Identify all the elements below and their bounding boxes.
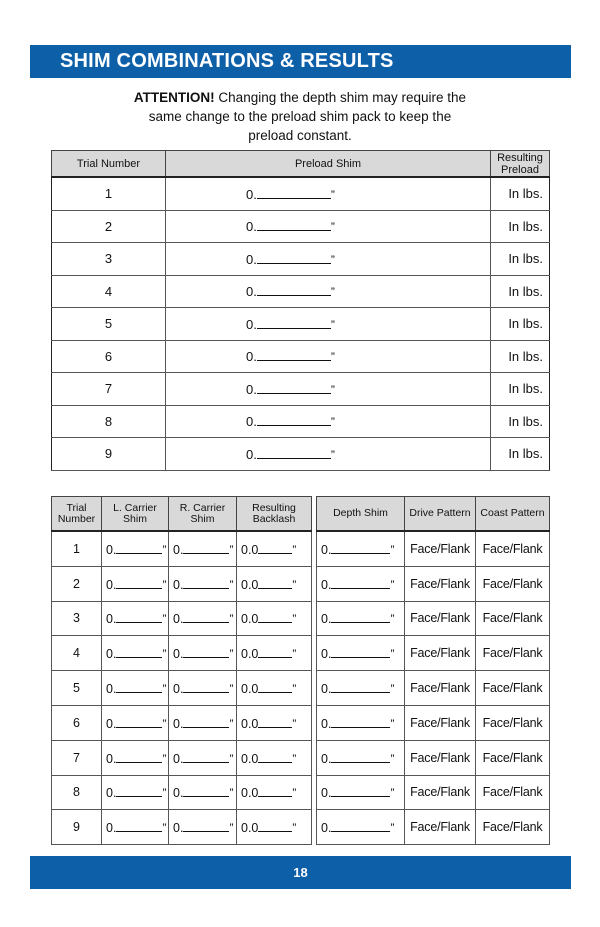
- table-row: [317, 566, 550, 601]
- header-drive-pattern: Drive Pattern: [405, 497, 476, 532]
- preload-shim-cell: [166, 177, 491, 210]
- shim-prefix: 0.0: [241, 577, 259, 592]
- l-carrier-shim-cell: [102, 775, 169, 810]
- depth-shim-cell: [317, 705, 405, 740]
- preload-shim-cell: [166, 340, 491, 373]
- shim-prefix: 0.: [321, 716, 332, 731]
- drive-pattern-cell: Face/Flank: [405, 531, 476, 566]
- shim-prefix: 0.: [173, 647, 184, 662]
- header-bar: [30, 45, 571, 78]
- inch-mark: ”: [330, 447, 335, 462]
- table-row: [52, 740, 312, 775]
- resulting-backlash-cell: [237, 810, 312, 845]
- inch-mark: ”: [229, 786, 234, 801]
- table-row: [317, 810, 550, 845]
- inch-mark: ”: [162, 821, 167, 836]
- inch-mark: ”: [390, 682, 395, 697]
- table-row: [52, 601, 312, 636]
- pattern-table: [316, 496, 550, 845]
- fill-in-blank[interactable]: [183, 645, 229, 658]
- r-carrier-shim-cell: [169, 671, 237, 706]
- depth-shim-cell: [317, 636, 405, 671]
- shim-prefix: 0.: [321, 577, 332, 592]
- preload-shim-cell: [166, 405, 491, 438]
- inch-mark: ”: [390, 542, 395, 557]
- inch-mark: ”: [390, 751, 395, 766]
- attention-line-2: same change to the preload shim pack to keep the: [148, 109, 452, 124]
- header-trial-number: Trial Number: [52, 497, 102, 532]
- table-row: [52, 438, 550, 471]
- coast-pattern-cell: Face/Flank: [476, 810, 550, 845]
- fill-in-blank[interactable]: [257, 186, 331, 199]
- inch-mark: ”: [229, 821, 234, 836]
- shim-prefix: 0.: [106, 612, 117, 627]
- fill-in-blank[interactable]: [257, 348, 331, 361]
- table-row: [52, 636, 312, 671]
- preload-table: [51, 150, 550, 471]
- inch-mark: ”: [292, 682, 297, 697]
- inch-mark: ”: [162, 751, 167, 766]
- shim-prefix: 0.: [321, 682, 332, 697]
- depth-shim-cell: [317, 601, 405, 636]
- coast-pattern-cell: Face/Flank: [476, 775, 550, 810]
- shim-prefix: 0.: [321, 821, 332, 836]
- r-carrier-shim-cell: [169, 705, 237, 740]
- inch-mark: ”: [162, 647, 167, 662]
- drive-pattern-cell: Face/Flank: [405, 566, 476, 601]
- inch-mark: ”: [292, 786, 297, 801]
- shim-prefix: 0.: [246, 381, 257, 397]
- shim-prefix: 0.0: [241, 682, 259, 697]
- trial-number-cell: 8: [52, 775, 102, 810]
- drive-pattern-cell: Face/Flank: [405, 705, 476, 740]
- table-row: [52, 210, 550, 243]
- inch-mark: ”: [229, 542, 234, 557]
- trial-number-cell: 2: [52, 566, 102, 601]
- inch-mark: ”: [330, 415, 335, 430]
- l-carrier-shim-cell: [102, 636, 169, 671]
- shim-prefix: 0.: [106, 716, 117, 731]
- fill-in-blank[interactable]: [116, 576, 162, 589]
- table-row: [52, 340, 550, 373]
- depth-shim-cell: [317, 810, 405, 845]
- shim-prefix: 0.0: [241, 612, 259, 627]
- fill-in-blank[interactable]: [257, 381, 331, 394]
- fill-in-blank[interactable]: [258, 645, 292, 658]
- depth-shim-cell: [317, 566, 405, 601]
- fill-in-blank[interactable]: [183, 715, 229, 728]
- table-row: [52, 308, 550, 341]
- l-carrier-shim-cell: [102, 810, 169, 845]
- drive-pattern-cell: Face/Flank: [405, 740, 476, 775]
- resulting-preload-cell: In lbs.: [491, 373, 550, 406]
- header-trial-number: Trial Number: [52, 151, 166, 178]
- preload-shim-cell: [166, 438, 491, 471]
- trial-number-cell: 7: [52, 373, 166, 406]
- preload-table-header: [52, 151, 550, 178]
- inch-mark: ”: [229, 682, 234, 697]
- shim-prefix: 0.: [173, 786, 184, 801]
- resulting-preload-cell: In lbs.: [491, 275, 550, 308]
- inch-mark: ”: [229, 751, 234, 766]
- table-row: [317, 601, 550, 636]
- fill-in-blank[interactable]: [183, 750, 229, 763]
- inch-mark: ”: [330, 252, 335, 267]
- l-carrier-shim-cell: [102, 566, 169, 601]
- fill-in-blank[interactable]: [258, 784, 292, 797]
- table-row: [52, 405, 550, 438]
- shim-prefix: 0.0: [241, 821, 259, 836]
- shim-prefix: 0.0: [241, 786, 259, 801]
- table-row: [317, 775, 550, 810]
- shim-prefix: 0.: [106, 577, 117, 592]
- trial-number-cell: 3: [52, 601, 102, 636]
- coast-pattern-cell: Face/Flank: [476, 740, 550, 775]
- shim-prefix: 0.0: [241, 647, 259, 662]
- l-carrier-shim-cell: [102, 601, 169, 636]
- trial-number-cell: 2: [52, 210, 166, 243]
- trial-number-cell: 9: [52, 438, 166, 471]
- attention-line-3: preload constant.: [248, 128, 352, 143]
- inch-mark: ”: [229, 612, 234, 627]
- inch-mark: ”: [390, 612, 395, 627]
- fill-in-blank[interactable]: [331, 715, 390, 728]
- attention-label: ATTENTION!: [133, 90, 215, 105]
- shim-prefix: 0.: [246, 349, 257, 365]
- inch-mark: ”: [292, 577, 297, 592]
- fill-in-blank[interactable]: [183, 541, 229, 554]
- resulting-backlash-cell: [237, 705, 312, 740]
- table-row: [52, 531, 312, 566]
- preload-shim-cell: [166, 275, 491, 308]
- r-carrier-shim-cell: [169, 810, 237, 845]
- fill-in-blank[interactable]: [116, 680, 162, 693]
- r-carrier-shim-cell: [169, 740, 237, 775]
- shim-prefix: 0.: [246, 414, 257, 430]
- inch-mark: ”: [330, 317, 335, 332]
- page-title: SHIM COMBINATIONS & RESULTS: [60, 50, 394, 72]
- fill-in-blank[interactable]: [258, 715, 292, 728]
- coast-pattern-cell: Face/Flank: [476, 671, 550, 706]
- shim-prefix: 0.: [106, 542, 117, 557]
- fill-in-blank[interactable]: [116, 750, 162, 763]
- table-row: [52, 775, 312, 810]
- fill-in-blank[interactable]: [257, 283, 331, 296]
- header-r-carrier-shim: R. Carrier Shim: [169, 497, 237, 532]
- resulting-backlash-cell: [237, 601, 312, 636]
- shim-prefix: 0.: [246, 446, 257, 462]
- attention-note: [0, 88, 600, 145]
- trial-number-cell: 5: [52, 308, 166, 341]
- shim-prefix: 0.: [173, 716, 184, 731]
- trial-number-cell: 6: [52, 340, 166, 373]
- table-row: [52, 705, 312, 740]
- fill-in-blank[interactable]: [116, 784, 162, 797]
- shim-prefix: 0.: [246, 219, 257, 235]
- r-carrier-shim-cell: [169, 531, 237, 566]
- resulting-backlash-cell: [237, 671, 312, 706]
- shim-prefix: 0.: [246, 251, 257, 267]
- shim-prefix: 0.: [173, 542, 184, 557]
- fill-in-blank[interactable]: [331, 819, 390, 832]
- shim-prefix: 0.: [246, 186, 257, 202]
- header-preload-shim: Preload Shim: [166, 151, 491, 178]
- trial-number-cell: 7: [52, 740, 102, 775]
- fill-in-blank[interactable]: [257, 413, 331, 426]
- shim-prefix: 0.: [173, 682, 184, 697]
- drive-pattern-cell: Face/Flank: [405, 601, 476, 636]
- trial-number-cell: 8: [52, 405, 166, 438]
- l-carrier-shim-cell: [102, 740, 169, 775]
- inch-mark: ”: [330, 187, 335, 202]
- r-carrier-shim-cell: [169, 636, 237, 671]
- table-row: [317, 705, 550, 740]
- drive-pattern-cell: Face/Flank: [405, 810, 476, 845]
- table-row: [317, 636, 550, 671]
- fill-in-blank[interactable]: [183, 819, 229, 832]
- depth-shim-cell: [317, 531, 405, 566]
- shim-prefix: 0.: [321, 542, 332, 557]
- inch-mark: ”: [390, 786, 395, 801]
- inch-mark: ”: [292, 821, 297, 836]
- backlash-table: [51, 496, 312, 845]
- preload-shim-cell: [166, 373, 491, 406]
- shim-prefix: 0.: [321, 647, 332, 662]
- fill-in-blank[interactable]: [116, 819, 162, 832]
- fill-in-blank[interactable]: [183, 784, 229, 797]
- header-depth-shim: Depth Shim: [317, 497, 405, 532]
- shim-prefix: 0.: [106, 786, 117, 801]
- inch-mark: ”: [390, 647, 395, 662]
- l-carrier-shim-cell: [102, 671, 169, 706]
- trial-number-cell: 4: [52, 636, 102, 671]
- fill-in-blank[interactable]: [331, 576, 390, 589]
- resulting-preload-cell: In lbs.: [491, 210, 550, 243]
- trial-number-cell: 9: [52, 810, 102, 845]
- coast-pattern-cell: Face/Flank: [476, 531, 550, 566]
- shim-prefix: 0.: [321, 786, 332, 801]
- shim-prefix: 0.: [106, 647, 117, 662]
- inch-mark: ”: [229, 577, 234, 592]
- inch-mark: ”: [292, 716, 297, 731]
- coast-pattern-cell: Face/Flank: [476, 636, 550, 671]
- resulting-preload-cell: In lbs.: [491, 340, 550, 373]
- resulting-backlash-cell: [237, 740, 312, 775]
- fill-in-blank[interactable]: [116, 610, 162, 623]
- inch-mark: ”: [292, 647, 297, 662]
- resulting-preload-cell: In lbs.: [491, 405, 550, 438]
- inch-mark: ”: [390, 716, 395, 731]
- r-carrier-shim-cell: [169, 601, 237, 636]
- coast-pattern-cell: Face/Flank: [476, 705, 550, 740]
- trial-number-cell: 1: [52, 531, 102, 566]
- shim-prefix: 0.: [173, 821, 184, 836]
- inch-mark: ”: [162, 716, 167, 731]
- fill-in-blank[interactable]: [258, 541, 292, 554]
- trial-number-cell: 3: [52, 243, 166, 276]
- inch-mark: ”: [330, 285, 335, 300]
- inch-mark: ”: [162, 786, 167, 801]
- table-row: [52, 177, 550, 210]
- fill-in-blank[interactable]: [257, 218, 331, 231]
- shim-prefix: 0.: [246, 284, 257, 300]
- fill-in-blank[interactable]: [258, 610, 292, 623]
- drive-pattern-cell: Face/Flank: [405, 671, 476, 706]
- pattern-table-header: [317, 497, 550, 532]
- resulting-preload-cell: In lbs.: [491, 177, 550, 210]
- shim-prefix: 0.: [246, 316, 257, 332]
- shim-prefix: 0.: [106, 751, 117, 766]
- shim-prefix: 0.: [173, 751, 184, 766]
- fill-in-blank[interactable]: [257, 316, 331, 329]
- l-carrier-shim-cell: [102, 705, 169, 740]
- coast-pattern-cell: Face/Flank: [476, 601, 550, 636]
- inch-mark: ”: [162, 682, 167, 697]
- table-row: [52, 373, 550, 406]
- fill-in-blank[interactable]: [257, 446, 331, 459]
- inch-mark: ”: [229, 647, 234, 662]
- fill-in-blank[interactable]: [116, 715, 162, 728]
- header-resulting-preload: Resulting Preload: [491, 151, 550, 178]
- preload-shim-cell: [166, 243, 491, 276]
- inch-mark: ”: [162, 542, 167, 557]
- shim-prefix: 0.0: [241, 716, 259, 731]
- fill-in-blank[interactable]: [258, 680, 292, 693]
- inch-mark: ”: [229, 716, 234, 731]
- resulting-preload-cell: In lbs.: [491, 243, 550, 276]
- table-row: [317, 740, 550, 775]
- inch-mark: ”: [390, 821, 395, 836]
- resulting-preload-cell: In lbs.: [491, 438, 550, 471]
- table-row: [52, 275, 550, 308]
- table-row: [317, 531, 550, 566]
- shim-prefix: 0.0: [241, 751, 259, 766]
- fill-in-blank[interactable]: [331, 610, 390, 623]
- fill-in-blank[interactable]: [258, 750, 292, 763]
- fill-in-blank[interactable]: [331, 784, 390, 797]
- inch-mark: ”: [292, 751, 297, 766]
- fill-in-blank[interactable]: [331, 645, 390, 658]
- fill-in-blank[interactable]: [258, 819, 292, 832]
- table-row: [52, 566, 312, 601]
- drive-pattern-cell: Face/Flank: [405, 636, 476, 671]
- r-carrier-shim-cell: [169, 775, 237, 810]
- shim-prefix: 0.: [321, 751, 332, 766]
- inch-mark: ”: [162, 577, 167, 592]
- backlash-table-header: [52, 497, 312, 532]
- table-row: [317, 671, 550, 706]
- depth-shim-cell: [317, 671, 405, 706]
- inch-mark: ”: [330, 382, 335, 397]
- inch-mark: ”: [390, 577, 395, 592]
- header-l-carrier-shim: L. Carrier Shim: [102, 497, 169, 532]
- l-carrier-shim-cell: [102, 531, 169, 566]
- trial-number-cell: 1: [52, 177, 166, 210]
- trial-number-cell: 5: [52, 671, 102, 706]
- fill-in-blank[interactable]: [331, 680, 390, 693]
- fill-in-blank[interactable]: [183, 610, 229, 623]
- inch-mark: ”: [162, 612, 167, 627]
- preload-shim-cell: [166, 308, 491, 341]
- attention-line-1: Changing the depth shim may require the: [214, 90, 467, 105]
- table-row: [52, 243, 550, 276]
- fill-in-blank[interactable]: [258, 576, 292, 589]
- resulting-preload-cell: In lbs.: [491, 308, 550, 341]
- preload-shim-cell: [166, 210, 491, 243]
- inch-mark: ”: [330, 220, 335, 235]
- fill-in-blank[interactable]: [116, 645, 162, 658]
- shim-prefix: 0.: [106, 821, 117, 836]
- inch-mark: ”: [292, 612, 297, 627]
- shim-prefix: 0.: [173, 612, 184, 627]
- fill-in-blank[interactable]: [331, 541, 390, 554]
- inch-mark: ”: [330, 350, 335, 365]
- resulting-backlash-cell: [237, 566, 312, 601]
- shim-prefix: 0.: [321, 612, 332, 627]
- fill-in-blank[interactable]: [116, 541, 162, 554]
- fill-in-blank[interactable]: [257, 251, 331, 264]
- table-row: [52, 810, 312, 845]
- header-coast-pattern: Coast Pattern: [476, 497, 550, 532]
- resulting-backlash-cell: [237, 531, 312, 566]
- inch-mark: ”: [292, 542, 297, 557]
- trial-number-cell: 6: [52, 705, 102, 740]
- page-number: 18: [293, 865, 308, 880]
- shim-prefix: 0.: [106, 682, 117, 697]
- depth-shim-cell: [317, 740, 405, 775]
- r-carrier-shim-cell: [169, 566, 237, 601]
- fill-in-blank[interactable]: [183, 576, 229, 589]
- drive-pattern-cell: Face/Flank: [405, 775, 476, 810]
- footer-bar: [30, 856, 571, 889]
- resulting-backlash-cell: [237, 775, 312, 810]
- trial-number-cell: 4: [52, 275, 166, 308]
- coast-pattern-cell: Face/Flank: [476, 566, 550, 601]
- resulting-backlash-cell: [237, 636, 312, 671]
- shim-prefix: 0.: [173, 577, 184, 592]
- fill-in-blank[interactable]: [331, 750, 390, 763]
- fill-in-blank[interactable]: [183, 680, 229, 693]
- header-resulting-backlash: Resulting Backlash: [237, 497, 312, 532]
- table-row: [52, 671, 312, 706]
- shim-prefix: 0.0: [241, 542, 259, 557]
- depth-shim-cell: [317, 775, 405, 810]
